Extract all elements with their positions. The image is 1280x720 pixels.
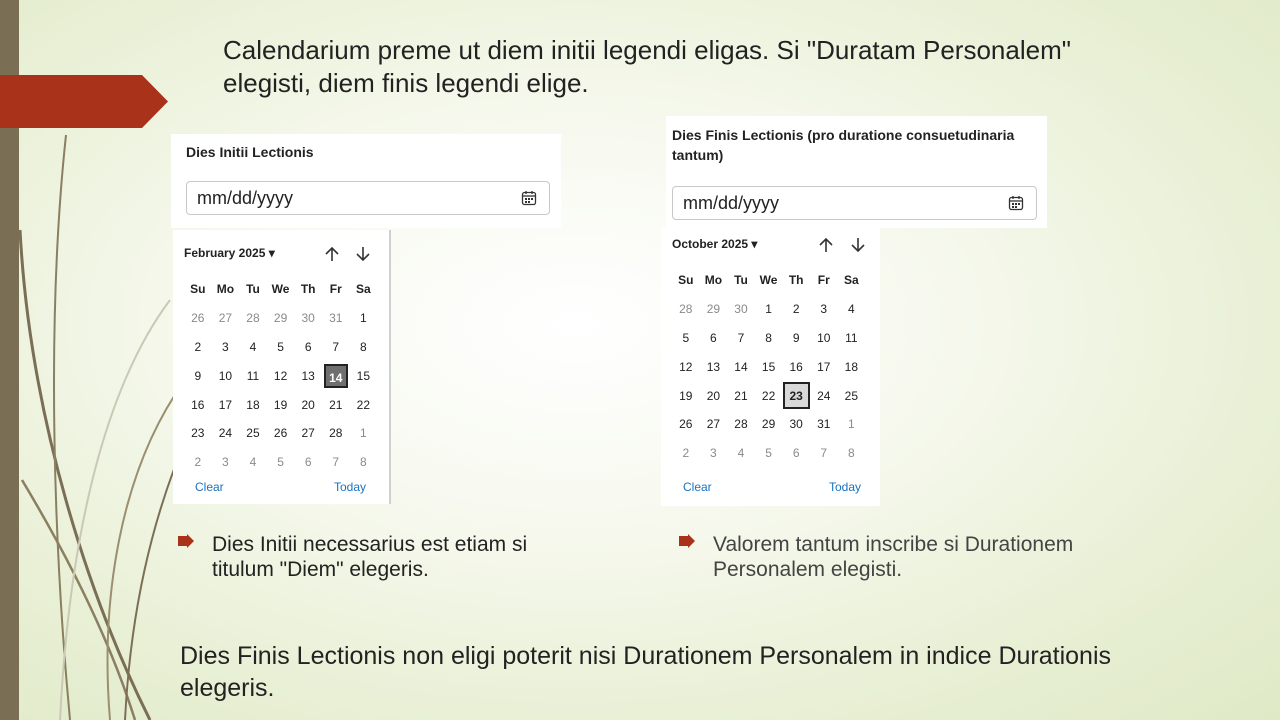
day-grid: [672, 266, 865, 468]
day-cell[interactable]: 28: [246, 311, 260, 326]
day-cell[interactable]: 25: [246, 426, 260, 441]
day-cell[interactable]: 26: [679, 417, 693, 432]
day-cell[interactable]: 9: [792, 330, 800, 345]
day-cell[interactable]: 23: [191, 426, 205, 441]
day-cell[interactable]: 1: [360, 311, 367, 326]
slide-heading: Calendarium preme ut diem initii legendi eligas. Si "Duratam Personalem" elegisti, diem finis legendi elige.: [223, 35, 1071, 98]
selected-day-cell[interactable]: 14: [322, 361, 350, 390]
day-cell[interactable]: 7: [820, 446, 828, 461]
day-cell[interactable]: 8: [765, 330, 772, 345]
day-cell[interactable]: 6: [710, 330, 717, 345]
day-cell[interactable]: 18: [844, 359, 859, 374]
day-cell[interactable]: 28: [329, 426, 343, 441]
day-cell[interactable]: 31: [817, 417, 831, 432]
weekday-header: Tu: [734, 273, 748, 288]
day-cell[interactable]: 29: [761, 417, 776, 432]
today-button[interactable]: Today: [829, 480, 862, 494]
today-button[interactable]: Today: [334, 480, 367, 494]
weekday-header: Su: [190, 282, 206, 297]
day-cell[interactable]: 4: [737, 446, 745, 461]
day-cell[interactable]: 9: [194, 368, 202, 383]
footer-note: Dies Finis Lectionis non eligi poterit nisi Durationem Personalem in indice Durationis elegeris.: [180, 642, 1111, 702]
weekday-header: Mo: [704, 273, 723, 288]
day-cell[interactable]: 13: [301, 368, 315, 383]
day-cell[interactable]: 2: [792, 302, 800, 317]
day-cell[interactable]: 25: [844, 388, 859, 403]
day-cell[interactable]: 11: [246, 368, 260, 383]
weekday-header: Fr: [329, 282, 342, 297]
calendar-icon[interactable]: [1008, 195, 1024, 211]
day-cell[interactable]: 2: [682, 446, 690, 461]
weekday-header: We: [271, 282, 290, 297]
day-cell[interactable]: 17: [218, 397, 233, 412]
start-date-card: [171, 134, 561, 228]
day-cell[interactable]: 1: [848, 417, 855, 432]
day-cell[interactable]: 19: [679, 388, 693, 403]
day-cell[interactable]: 24: [218, 426, 233, 441]
day-cell[interactable]: 6: [792, 446, 800, 461]
day-cell[interactable]: 15: [761, 359, 776, 374]
previous-month-arrow-icon[interactable]: [817, 236, 835, 254]
day-cell[interactable]: 4: [249, 339, 257, 354]
calendar-icon[interactable]: [521, 190, 537, 206]
caret-down-icon: ▾: [268, 246, 275, 260]
day-cell[interactable]: 26: [273, 426, 288, 441]
bullet-arrow-icon: [679, 534, 695, 548]
month-selector[interactable]: October 2025 ▾: [672, 237, 758, 251]
day-cell[interactable]: 5: [765, 446, 772, 461]
end-date-input[interactable]: [672, 186, 1037, 220]
day-cell[interactable]: 5: [277, 339, 284, 354]
day-cell[interactable]: 15: [356, 368, 371, 383]
clear-button[interactable]: Clear: [195, 480, 224, 494]
weekday-header: Fr: [817, 273, 830, 288]
next-month-arrow-icon[interactable]: [849, 236, 867, 254]
day-cell[interactable]: 24: [817, 388, 831, 403]
weekday-header: Mo: [216, 282, 235, 297]
bullet-item: Dies Initii necessarius est etiam si titulum "Diem" elegeris.: [212, 532, 592, 582]
day-cell[interactable]: 12: [679, 359, 693, 374]
day-cell[interactable]: 7: [737, 330, 745, 345]
day-cell[interactable]: 8: [360, 339, 367, 354]
day-cell[interactable]: 2: [194, 339, 202, 354]
day-cell[interactable]: 1: [360, 426, 367, 441]
start-date-input[interactable]: [186, 181, 550, 215]
weekday-header: We: [759, 273, 778, 288]
day-cell[interactable]: 16: [789, 359, 803, 374]
weekday-header: Su: [678, 273, 694, 288]
day-cell[interactable]: 7: [332, 339, 340, 354]
day-cell[interactable]: 22: [761, 388, 776, 403]
clear-button[interactable]: Clear: [683, 480, 712, 494]
day-cell[interactable]: 6: [304, 339, 312, 354]
day-cell[interactable]: 22: [356, 397, 371, 412]
start-date-placeholder: mm/dd/yyyy: [197, 188, 294, 208]
end-date-label: Dies Finis Lectionis (pro duratione consuetudinaria tantum): [672, 127, 1015, 163]
day-cell[interactable]: 3: [222, 339, 229, 354]
day-cell[interactable]: 11: [845, 330, 858, 345]
day-cell[interactable]: 29: [273, 311, 288, 326]
weekday-header: Tu: [246, 282, 260, 297]
day-cell[interactable]: 21: [734, 388, 748, 403]
end-date-placeholder: mm/dd/yyyy: [683, 193, 780, 213]
weekday-header: Th: [300, 282, 316, 297]
day-cell[interactable]: 8: [848, 446, 855, 461]
day-cell[interactable]: 10: [817, 330, 831, 345]
day-cell[interactable]: 14: [734, 359, 748, 374]
bullet-item: Valorem tantum inscribe si Durationem Personalem elegisti.: [713, 532, 1113, 582]
day-cell[interactable]: 12: [273, 368, 288, 383]
weekday-header: Sa: [356, 282, 371, 297]
day-grid: [184, 275, 377, 477]
day-cell[interactable]: 28: [679, 302, 693, 317]
day-cell[interactable]: 13: [706, 359, 721, 374]
day-cell[interactable]: 30: [301, 311, 315, 326]
start-date-label: Dies Initii Lectionis: [186, 144, 314, 160]
day-cell[interactable]: 6: [304, 455, 312, 470]
caret-down-icon: ▾: [751, 237, 758, 251]
day-cell[interactable]: 26: [191, 311, 205, 326]
day-cell[interactable]: 3: [222, 455, 229, 470]
day-cell[interactable]: 4: [249, 455, 257, 470]
day-cell[interactable]: 1: [765, 302, 772, 317]
day-cell[interactable]: 27: [218, 311, 233, 326]
end-date-card: [666, 116, 1047, 228]
day-cell[interactable]: 31: [329, 311, 343, 326]
day-cell[interactable]: 16: [191, 397, 205, 412]
day-cell[interactable]: 20: [706, 388, 721, 403]
day-cell[interactable]: 21: [329, 397, 343, 412]
day-cell[interactable]: 10: [218, 368, 233, 383]
start-date-picker: [173, 230, 391, 504]
day-cell[interactable]: 19: [273, 397, 288, 412]
bullet-arrow-icon: [178, 534, 194, 548]
day-cell[interactable]: 27: [301, 426, 315, 441]
day-cell[interactable]: 5: [277, 455, 284, 470]
weekday-header: Sa: [844, 273, 859, 288]
day-cell[interactable]: 3: [820, 302, 828, 317]
day-cell[interactable]: 7: [332, 455, 340, 470]
day-cell[interactable]: 30: [734, 302, 748, 317]
day-cell[interactable]: 30: [789, 417, 803, 432]
day-cell[interactable]: 29: [706, 302, 721, 317]
day-cell[interactable]: 28: [734, 417, 748, 432]
weekday-header: Th: [788, 273, 804, 288]
day-cell[interactable]: 18: [246, 397, 260, 412]
day-cell[interactable]: 2: [194, 455, 202, 470]
end-date-picker: [661, 228, 880, 506]
day-cell[interactable]: 20: [301, 397, 315, 412]
previous-month-arrow-icon[interactable]: [323, 245, 341, 263]
day-cell[interactable]: 4: [848, 302, 855, 317]
next-month-arrow-icon[interactable]: [354, 245, 372, 263]
day-cell[interactable]: 8: [360, 455, 367, 470]
day-cell[interactable]: 17: [817, 359, 831, 374]
day-cell[interactable]: 5: [682, 330, 690, 345]
day-cell[interactable]: 3: [710, 446, 717, 461]
selected-day-cell[interactable]: 23: [782, 381, 810, 410]
month-selector[interactable]: February 2025 ▾: [184, 246, 275, 260]
day-cell[interactable]: 27: [706, 417, 721, 432]
